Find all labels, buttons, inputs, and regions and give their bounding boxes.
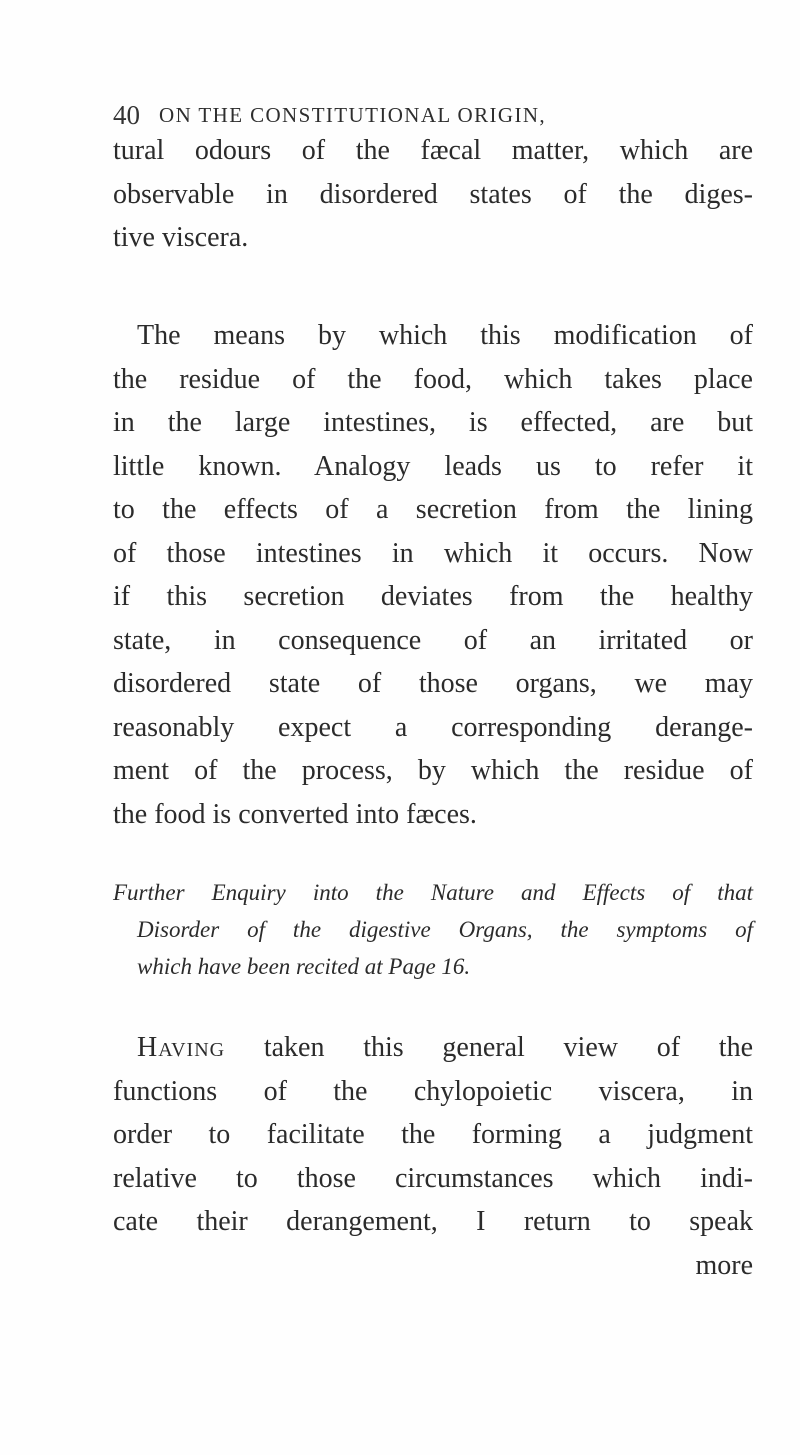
heading-line: which have been recited at Page 16. [137, 954, 471, 979]
text-line: ment of the process, by which the residue of [113, 755, 753, 786]
text-line [113, 1026, 753, 1070]
paragraph-having [113, 1026, 753, 1287]
text-line: state, in consequence of an irritated or [113, 624, 753, 656]
text-line: observable in disordered states of the diges- [113, 178, 753, 210]
running-head: ON THE CONSTITUTIONAL ORIGIN, [159, 103, 547, 127]
text-line: the residue of the food, which takes place [113, 363, 753, 395]
heading-line: Further Enquiry into the Nature and Effects of that [113, 880, 753, 905]
text-line: disordered state of those organs, we may [113, 668, 753, 699]
text-line: to the effects of a secretion from the lining [113, 494, 753, 525]
text-line: cate their derangement, I return to speak [113, 1206, 753, 1237]
text-line: tural odours of the fæcal matter, which are [113, 135, 753, 166]
text-line: in the large intestines, is effected, are but [113, 407, 753, 438]
drop-word: Having [137, 1032, 226, 1063]
text-line: order to facilitate the forming a judgment [113, 1119, 753, 1150]
catchword: more [695, 1249, 753, 1281]
text-line: the food is converted into fæces. [113, 798, 477, 830]
text-line: functions of the chylopoietic viscera, in [113, 1075, 753, 1107]
text-line: reasonably expect a corresponding derange- [113, 711, 753, 743]
section-heading [113, 874, 753, 985]
text-line: of those intestines in which it occurs. Now [113, 537, 753, 569]
heading-line: Disorder of the digestive Organs, the symptoms of [137, 917, 753, 942]
text-line: if this secretion deviates from the healthy [113, 581, 753, 612]
text-line: The means by which this modification of [137, 320, 753, 351]
paragraph-means [113, 314, 753, 836]
line-rest: taken this general view of the [225, 1032, 753, 1063]
page-number: 40 [113, 100, 140, 130]
text-line: little known. Analogy leads us to refer it [113, 450, 753, 482]
paragraph-continued [113, 129, 753, 260]
text-line: tive viscera. [113, 222, 249, 253]
text-line: relative to those circumstances which indi- [113, 1162, 753, 1194]
